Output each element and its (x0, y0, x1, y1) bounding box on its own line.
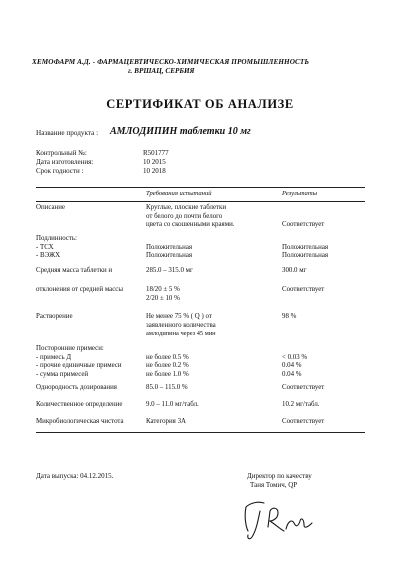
expiry-date-value: 10 2018 (143, 167, 166, 175)
table-top-rule (36, 187, 365, 188)
test-name: отклонения от средней массы (36, 286, 123, 293)
company-name: ХЕМОФАРМ А.Д. - ФАРМАЦЕВТИЧЕСКО-ХИМИЧЕСКАЯ ПРОМЫШЛЕННОСТЬ (32, 58, 310, 66)
signer-name: Таня Томич, QP (250, 481, 298, 489)
requirement: 85.0 – 115.0 % (146, 384, 188, 391)
requirement: Не менее 75 % ( Q ) от (146, 313, 212, 320)
control-number-value: R501777 (143, 149, 169, 157)
manufacture-date-value: 10 2015 (143, 158, 166, 166)
result: Соответствует (282, 221, 325, 228)
requirement: 18/20 ± 5 % (146, 286, 180, 293)
requirement: Положительная (146, 243, 193, 251)
test-name: - примесь Д (36, 353, 72, 361)
result: 0.04 % (282, 370, 302, 378)
result: Положительная (282, 243, 329, 251)
manufacture-date-label: Дата изготовления: (36, 158, 94, 166)
requirement: не более 0.2 % (146, 362, 189, 369)
page-title: СЕРТИФИКАТ ОБ АНАЛИЗЕ (106, 97, 294, 111)
requirement: 9.0 – 11.0 мг/табл. (146, 401, 199, 408)
issue-date: Дата выпуска: 04.12.2015. (36, 472, 114, 480)
test-name: Количественное определение (36, 401, 123, 408)
requirement: заявленного количества (146, 321, 216, 329)
test-name: - ТСХ (36, 243, 54, 251)
result: Соответствует (282, 286, 325, 293)
test-name: - сумма примесей (36, 370, 89, 378)
result: Положительная (282, 252, 329, 259)
requirement: от белого до почти белого (146, 212, 223, 220)
result: 10.2 мг/табл. (282, 401, 320, 408)
expiry-date-label: Срок годности : (36, 167, 84, 175)
test-name: Микробиологическая чистота (36, 418, 124, 425)
test-name: Однородность дозирования (36, 384, 117, 391)
product-label: Название продукта : (36, 129, 99, 137)
requirement: не более 1.0 % (146, 370, 189, 378)
test-name: - ВЭЖХ (36, 252, 61, 259)
product-name: АМЛОДИПИН таблетки 10 мг (110, 126, 251, 137)
requirement: цвета со скошенными краями. (146, 221, 235, 228)
test-name: - прочие единичные примеси (36, 362, 122, 369)
handwritten-signature (238, 497, 318, 543)
result: < 0.03 % (282, 353, 308, 361)
requirement: 2/20 ± 10 % (146, 295, 180, 302)
control-number-label: Контрольный №: (36, 149, 87, 157)
requirement: Категория 3А (146, 418, 187, 425)
test-name: Описание (36, 204, 65, 211)
signer-title: Директор по качеству (247, 472, 312, 480)
result: 300.0 мг (282, 267, 307, 274)
result: 98 % (282, 313, 297, 320)
result: Соответствует (282, 418, 325, 425)
requirement: Положительная (146, 252, 193, 259)
test-name: Посторонние примеси: (36, 345, 104, 352)
column-header-results: Результаты (282, 190, 318, 197)
test-name: Подлинность: (36, 235, 77, 242)
requirement: 285.0 – 315.0 мг (146, 267, 193, 274)
column-header-requirements: Требования испытаний (146, 190, 212, 197)
test-name: Средняя масса таблетки и (36, 267, 113, 274)
requirement: амлодипина через 45 мин (146, 330, 216, 337)
test-name: Растворение (36, 313, 73, 320)
table-header-rule (36, 201, 365, 202)
result: 0.04 % (282, 362, 302, 369)
company-city: г. ВРШАЦ, СЕРБИЯ (128, 67, 195, 75)
result: Соответствует (282, 384, 325, 391)
requirement: Круглые, плоские таблетки (146, 204, 227, 211)
table-bottom-rule (36, 432, 365, 433)
requirement: не более 0.5 % (146, 353, 189, 361)
